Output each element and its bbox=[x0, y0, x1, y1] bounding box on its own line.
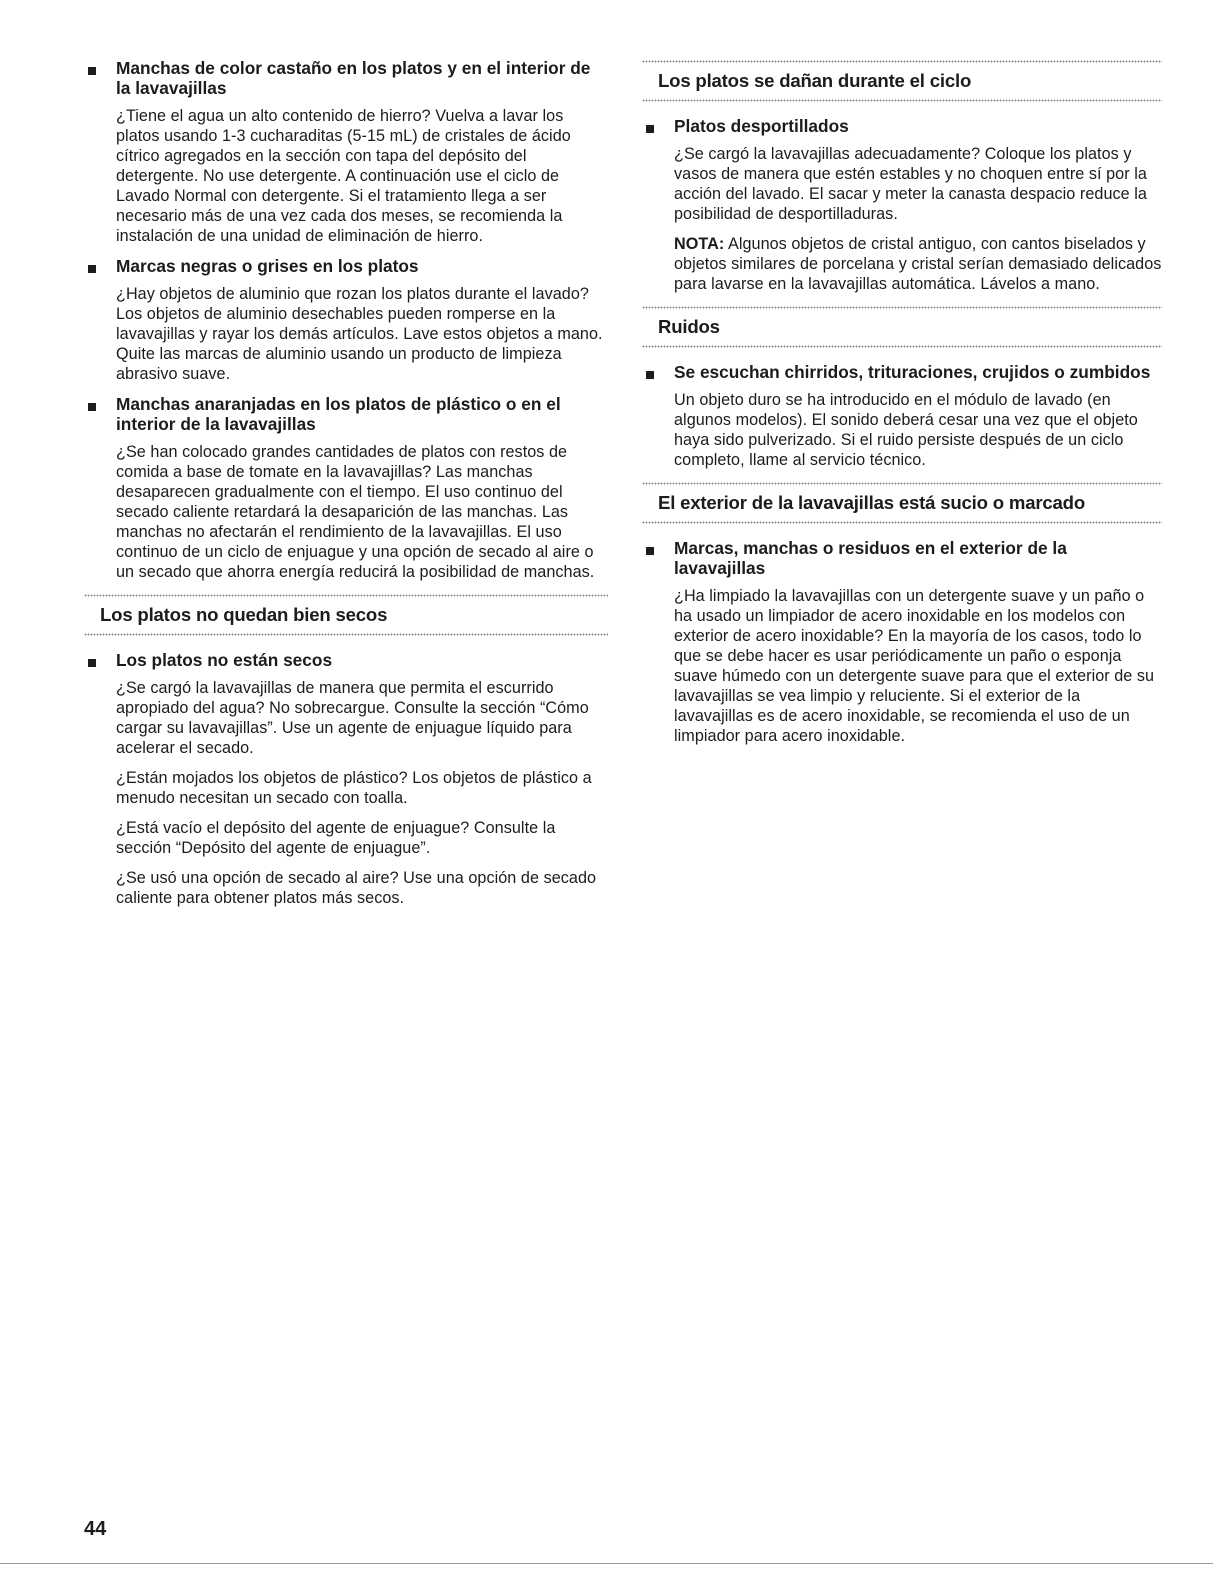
list-item bbox=[642, 362, 1162, 470]
item-paragraph: ¿Hay objetos de aluminio que rozan los platos durante el lavado? Los objetos de aluminio desechables pueden romperse en la lavavajillas y rayar los demás artículos. Lave estos objetos a mano. Quite las marcas de aluminio usando un producto de limpieza abrasivo suave. bbox=[116, 285, 603, 383]
bullet-icon bbox=[646, 547, 654, 555]
section-title: Los platos se dañan durante el ciclo bbox=[658, 70, 972, 91]
item-paragraph: ¿Se cargó la lavavajillas adecuadamente? Coloque los platos y vasos de manera que estén estables y no choquen entre sí por la acción del lavado. El sacar y meter la canasta despacio reduce la posibilidad de desportilladuras. bbox=[674, 145, 1147, 223]
page-number: 44 bbox=[84, 1518, 107, 1540]
list-item bbox=[642, 116, 1162, 294]
item-paragraph: ¿Está vacío el depósito del agente de enjuague? Consulte la sección “Depósito del agente de enjuague”. bbox=[116, 819, 556, 857]
note-paragraph bbox=[674, 234, 1162, 294]
item-title: Manchas de color castaño en los platos y en el interior de la lavavajillas bbox=[116, 58, 591, 98]
item-paragraph: ¿Ha limpiado la lavavajillas con un detergente suave y un paño o ha usado un limpiador de acero inoxidable en los modelos con exterior de acero inoxidable? En la mayoría de los casos, todo lo que se debe hacer es usar periódicamente un paño o esponja suave húmedo con un detergente suave para que el exterior de su lavavajillas se vea limpio y reluciente. Si el exterior de la lavavajillas es de acero inoxidable, se recomienda el uso de un limpiador para acero inoxidable. bbox=[674, 587, 1155, 745]
bullet-icon bbox=[88, 265, 96, 273]
item-title: Los platos no están secos bbox=[116, 650, 333, 670]
dotted-rule bbox=[642, 482, 1162, 485]
note-label: NOTA: bbox=[674, 235, 725, 253]
section-heading-damage bbox=[642, 58, 1162, 104]
footer-rule bbox=[0, 1563, 1213, 1564]
item-title: Marcas, manchas o residuos en el exterior de la lavavajillas bbox=[674, 538, 1067, 578]
bullet-icon bbox=[646, 371, 654, 379]
item-paragraph: ¿Se cargó la lavavajillas de manera que permita el escurrido apropiado del agua? No sobrecargue. Consulte la sección “Cómo cargar su lavavajillas”. Use un agente de enjuague líquido para acelerar el secado. bbox=[116, 679, 589, 757]
section-title: El exterior de la lavavajillas está sucio o marcado bbox=[658, 492, 1085, 513]
bullet-icon bbox=[88, 67, 96, 75]
list-item bbox=[84, 394, 608, 582]
right-column bbox=[642, 58, 1162, 756]
dotted-rule bbox=[642, 60, 1162, 63]
bullet-icon bbox=[88, 659, 96, 667]
dotted-rule bbox=[642, 521, 1162, 524]
item-title: Platos desportillados bbox=[674, 116, 849, 136]
item-paragraph: ¿Se usó una opción de secado al aire? Use una opción de secado caliente para obtener platos más secos. bbox=[116, 869, 597, 907]
list-item bbox=[84, 256, 608, 384]
item-paragraph: ¿Se han colocado grandes cantidades de platos con restos de comida a base de tomate en la lavavajillas? Las manchas desaparecen gradualmente con el tiempo. El uso continuo del secado caliente retardará la desaparición de las manchas. Las manchas no afectarán el rendimiento de la lavavajillas. El uso continuo de un ciclo de enjuague y una opción de secado al aire o un secado que ahorra energía reducirá la posibilidad de manchas. bbox=[116, 443, 595, 581]
bullet-icon bbox=[88, 403, 96, 411]
item-paragraph: Un objeto duro se ha introducido en el módulo de lavado (en algunos modelos). El sonido deberá cesar una vez que el objeto haya sido pulverizado. Si el ruido persiste después de un ciclo completo, llame al servicio técnico. bbox=[674, 391, 1138, 469]
dotted-rule bbox=[642, 99, 1162, 102]
section-title: Ruidos bbox=[658, 316, 720, 337]
dotted-rule bbox=[642, 345, 1162, 348]
dotted-rule bbox=[84, 594, 608, 597]
item-paragraph: ¿Están mojados los objetos de plástico? Los objetos de plástico a menudo necesitan un secado con toalla. bbox=[116, 769, 592, 807]
left-column bbox=[84, 58, 608, 918]
item-title: Manchas anaranjadas en los platos de plástico o en el interior de la lavavajillas bbox=[116, 394, 561, 434]
note-text: Algunos objetos de cristal antiguo, con cantos biselados y objetos similares de porcelana y cristal serían demasiado delicados para lavarse en la lavavajillas automática. Lávelos a mano. bbox=[674, 235, 1162, 293]
dotted-rule bbox=[642, 306, 1162, 309]
item-paragraph: ¿Tiene el agua un alto contenido de hierro? Vuelva a lavar los platos usando 1-3 cucharaditas (5-15 mL) de cristales de ácido cítrico agregados en la sección con tapa del depósito del detergente. No use detergente. A continuación use el ciclo de Lavado Normal con detergente. Si el tratamiento llega a ser necesario más de una vez cada dos meses, se recomienda la instalación de una unidad de eliminación de hierro. bbox=[116, 107, 571, 245]
list-item bbox=[84, 650, 608, 908]
list-item bbox=[84, 58, 608, 246]
section-title: Los platos no quedan bien secos bbox=[100, 604, 388, 625]
section-heading-noise bbox=[642, 304, 1162, 350]
dotted-rule bbox=[84, 633, 608, 636]
item-title: Se escuchan chirridos, trituraciones, crujidos o zumbidos bbox=[674, 362, 1151, 382]
section-heading-exterior bbox=[642, 480, 1162, 526]
bullet-icon bbox=[646, 125, 654, 133]
list-item bbox=[642, 538, 1162, 746]
section-heading-dry bbox=[84, 592, 608, 638]
item-title: Marcas negras o grises en los platos bbox=[116, 256, 419, 276]
